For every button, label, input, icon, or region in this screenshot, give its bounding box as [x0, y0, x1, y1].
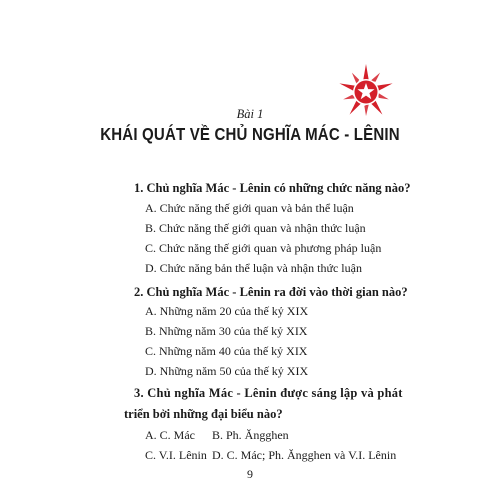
question-1-prompt: 1. Chủ nghĩa Mác - Lênin có những chức năng nào? [134, 181, 411, 195]
lesson-title: KHÁI QUÁT VỀ CHỦ NGHĨA MÁC - LÊNIN [100, 124, 400, 144]
question-3-prompt-line-2: triển bởi những đại biểu nào? [124, 407, 283, 421]
question-1-option-d: D. Chức năng bản thể luận và nhận thức luận [145, 261, 362, 275]
question-3-prompt-line-1: 3. Chủ nghĩa Mác - Lênin được sáng lập và phát [134, 386, 403, 400]
question-3-option-b: B. Ph. Ăngghen [212, 428, 289, 442]
question-1-option-b: B. Chức năng thế giới quan và nhận thức luận [145, 221, 366, 235]
question-1-option-c: C. Chức năng thế giới quan và phương pháp luận [145, 241, 382, 255]
lesson-label: Bài 1 [236, 107, 264, 121]
page-number: 9 [247, 467, 253, 481]
question-2-prompt: 2. Chủ nghĩa Mác - Lênin ra đời vào thời gian nào? [134, 285, 408, 299]
question-2-option-b: B. Những năm 30 của thế kỷ XIX [145, 324, 308, 338]
question-3-option-a: A. C. Mác [145, 428, 195, 442]
question-3-option-c: C. V.I. Lênin [145, 448, 207, 462]
question-1-option-a: A. Chức năng thế giới quan và bản thể luận [145, 201, 354, 215]
question-2-option-a: A. Những năm 20 của thế kỷ XIX [145, 304, 309, 318]
question-2-option-d: D. Những năm 50 của thế kỷ XIX [145, 364, 309, 378]
question-2-option-c: C. Những năm 40 của thế kỷ XIX [145, 344, 308, 358]
question-3-option-d: D. C. Mác; Ph. Ăngghen và V.I. Lênin [212, 448, 397, 462]
